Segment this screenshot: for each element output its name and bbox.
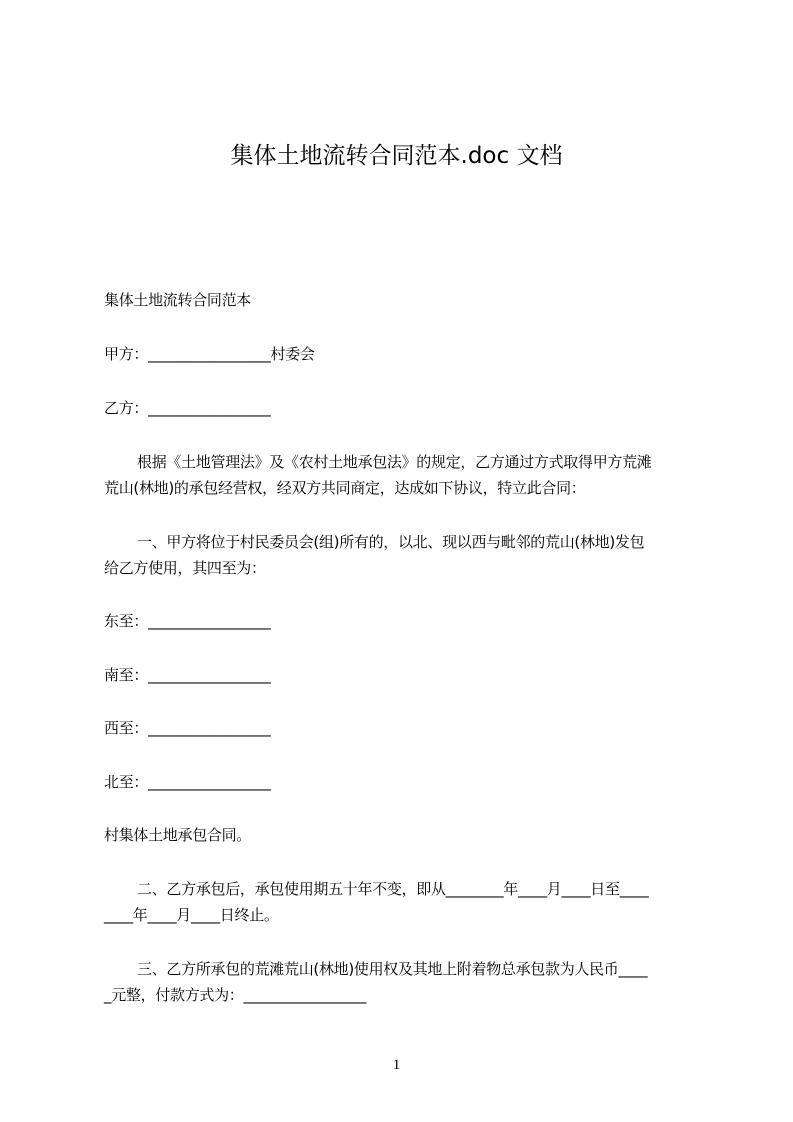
preamble-paragraph <box>104 449 700 501</box>
boundary-east-line: 东至：_________________ <box>104 612 271 630</box>
document-title: 集体土地流转合同范本.doc 文档 <box>230 143 563 169</box>
page-number: 1 <box>392 1057 401 1073</box>
clause-2-paragraph <box>104 876 700 928</box>
preamble-line-1: 根据《土地管理法》及《农村土地承包法》的规定，乙方通过方式取得甲方荒滩 <box>137 453 652 471</box>
contract-subtitle: 集体土地流转合同范本 <box>104 291 252 309</box>
clause-1-line-2: 给乙方使用，其四至为： <box>104 559 266 577</box>
party-b-line: 乙方：_________________ <box>104 399 271 417</box>
clause-1-paragraph <box>104 529 700 581</box>
clause-3-line-1: 三、乙方所承包的荒滩荒山(林地)使用权及其地上附着物总承包款为人民币____ <box>137 960 648 978</box>
boundary-north-line: 北至：_________________ <box>104 773 271 791</box>
boundary-south-line: 南至：_________________ <box>104 666 271 684</box>
boundary-west-line: 西至：_________________ <box>104 719 271 737</box>
party-a-line: 甲方：_________________村委会 <box>104 345 315 363</box>
clause-2-line-2: ____年____月____日终止。 <box>104 906 279 924</box>
clause-1-line-1: 一、甲方将位于村民委员会(组)所有的，以北、现以西与毗邻的荒山(林地)发包 <box>137 533 645 551</box>
clause-2-line-1: 二、乙方承包后，承包使用期五十年不变，即从________年____月____日至____ <box>137 880 649 898</box>
contract-note-line: 村集体土地承包合同。 <box>104 826 252 844</box>
preamble-line-2: 荒山(林地)的承包经营权，经双方共同商定，达成如下协议，特立此合同： <box>104 479 586 497</box>
clause-3-line-2: _元整，付款方式为：_________________ <box>104 986 366 1004</box>
clause-3-paragraph <box>104 956 700 1008</box>
